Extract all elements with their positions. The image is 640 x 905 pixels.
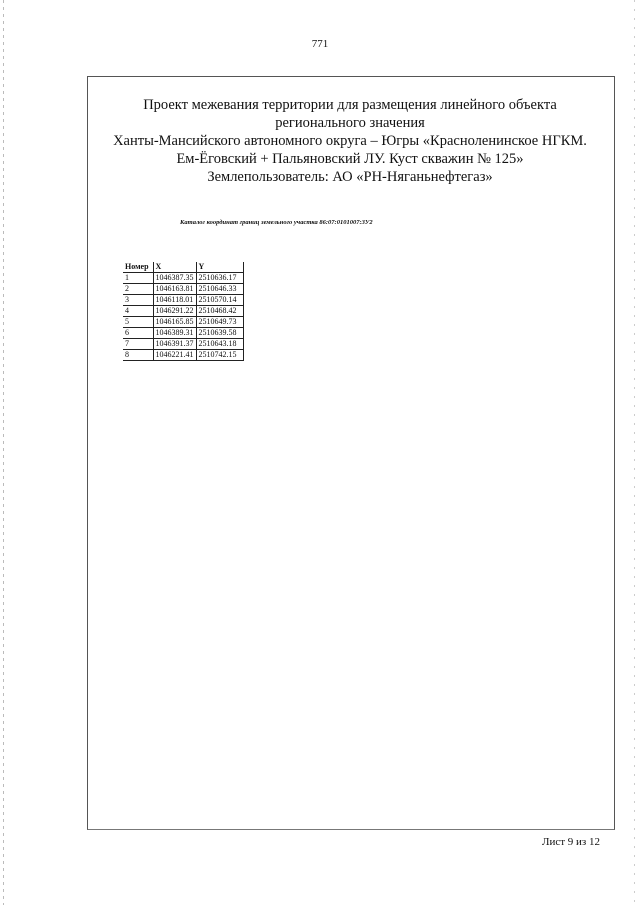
page-number: 771: [311, 38, 329, 50]
table-row: [123, 339, 243, 350]
title-line-4: Ем-Ёговский + Пальяновский ЛУ. Куст скважин № 125»: [176, 151, 524, 167]
title-line-2: регионального значения: [275, 115, 425, 131]
cell-y: 2510636.17: [196, 273, 243, 284]
cell-number: 2: [123, 284, 153, 295]
table-row: [123, 273, 243, 284]
cell-x: 1046165.85: [153, 317, 196, 328]
document-title: [87, 96, 613, 186]
title-line-5: Землепользователь: АО «РН-Няганьнефтегаз»: [207, 169, 493, 185]
cell-x: 1046387.35: [153, 273, 196, 284]
table-row: [123, 284, 243, 295]
catalog-caption: Каталог координат границ земельного участка 86:07:0101007:ЗУ2: [180, 219, 373, 226]
cell-number: 6: [123, 328, 153, 339]
cell-y: 2510639.58: [196, 328, 243, 339]
cell-x: 1046221.41: [153, 350, 196, 361]
cell-number: 5: [123, 317, 153, 328]
document-frame: [87, 76, 615, 830]
cell-x: 1046163.81: [153, 284, 196, 295]
cell-y: 2510468.42: [196, 306, 243, 317]
header-y: Y: [196, 262, 243, 273]
header-number: Номер: [123, 262, 153, 273]
cell-x: 1046391.37: [153, 339, 196, 350]
table-header-row: [123, 262, 243, 273]
title-line-3: Ханты-Мансийского автономного округа – Югры «Красноленинское НГКМ.: [113, 133, 587, 149]
sheet-label: Лист 9 из 12: [542, 836, 601, 848]
coordinates-table: [123, 262, 244, 361]
cell-y: 2510646.33: [196, 284, 243, 295]
cell-y: 2510649.73: [196, 317, 243, 328]
scan-edge-right: [634, 0, 635, 905]
cell-y: 2510570.14: [196, 295, 243, 306]
scan-edge-left: [3, 0, 4, 905]
table-row: [123, 328, 243, 339]
cell-x: 1046291.22: [153, 306, 196, 317]
cell-number: 4: [123, 306, 153, 317]
table-row: [123, 295, 243, 306]
cell-number: 3: [123, 295, 153, 306]
cell-y: 2510742.15: [196, 350, 243, 361]
cell-y: 2510643.18: [196, 339, 243, 350]
table-row: [123, 306, 243, 317]
cell-x: 1046389.31: [153, 328, 196, 339]
cell-number: 1: [123, 273, 153, 284]
table-row: [123, 317, 243, 328]
cell-number: 8: [123, 350, 153, 361]
cell-number: 7: [123, 339, 153, 350]
table-row: [123, 350, 243, 361]
title-line-1: Проект межевания территории для размещения линейного объекта: [143, 97, 557, 113]
header-x: X: [153, 262, 196, 273]
cell-x: 1046118.01: [153, 295, 196, 306]
